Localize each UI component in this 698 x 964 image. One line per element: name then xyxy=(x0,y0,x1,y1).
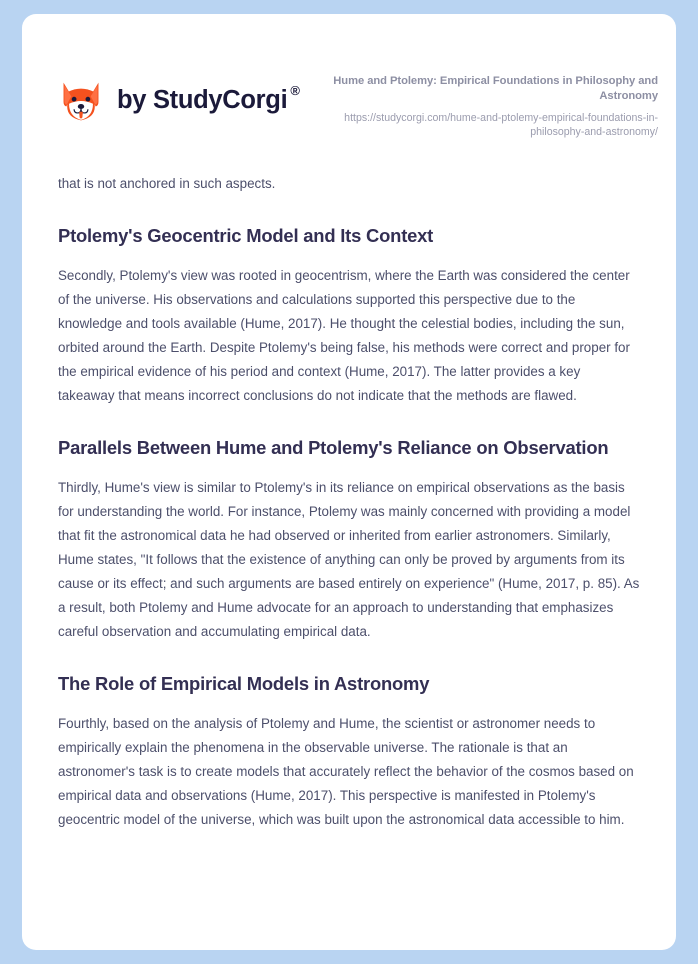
header-meta xyxy=(306,72,658,139)
intro-fragment: that is not anchored in such aspects. xyxy=(58,176,276,192)
article-body xyxy=(22,172,676,832)
section-paragraph-2: Thirdly, Hume's view is similar to Ptolemy's in its reliance on empirical observations as the basis for understanding the world. For instance, Ptolemy was mainly concerned with providing a model that fit the astronomical data he had observed or inherited from earlier astronomers. Similarly, Hume states, "It follows that the existence of anything can only be proved by arguments from its cause or its effect; and such arguments are based entirely on experience" (Hume, 2017, p. 85). As a result, both Ptolemy and Hume advocate for an approach to understanding that emphasizes careful observation and accumulating empirical data. xyxy=(58,480,640,640)
brand-wordmark xyxy=(117,83,300,115)
section-heading-1: Ptolemy's Geocentric Model and Its Context xyxy=(58,225,434,247)
document-page xyxy=(22,14,676,950)
studycorgi-brand[interactable] xyxy=(58,72,300,124)
brand-wordmark-text: by StudyCorgi xyxy=(117,86,288,115)
document-source-url[interactable]: https://studycorgi.com/hume-and-ptolemy-empirical-foundations-in-philosophy-and-astronomy/ xyxy=(344,111,658,138)
document-title: Hume and Ptolemy: Empirical Foundations in Philosophy and Astronomy xyxy=(333,75,658,102)
section-paragraph-3: Fourthly, based on the analysis of Ptolemy and Hume, the scientist or astronomer needs to empirically explain the phenomena in the observable universe. The rationale is that an astronomer's task is to create models that accurately reflect the behavior of the cosmos based on empirical data and observations (Hume, 2017). This perspective is manifested in Ptolemy's geocentric model of the universe, which was built upon the astronomical data accessible to him. xyxy=(58,716,634,828)
document-header xyxy=(22,14,676,139)
section-heading-3: The Role of Empirical Models in Astronomy xyxy=(58,673,430,695)
corgi-head-icon xyxy=(58,78,104,124)
section-paragraph-1: Secondly, Ptolemy's view was rooted in geocentrism, where the Earth was considered the center of the universe. His observations and calculations supported this perspective due to the knowledge and tools available (Hume, 2017). He thought the celestial bodies, including the sun, orbited around the Earth. Despite Ptolemy's being false, his methods were correct and proper for the empirical evidence of his period and context (Hume, 2017). The latter provides a key takeaway that means incorrect conclusions do not indicate that the methods are flawed. xyxy=(58,268,630,404)
registered-trademark-icon: ® xyxy=(290,83,300,99)
section-heading-2: Parallels Between Hume and Ptolemy's Reliance on Observation xyxy=(58,437,609,459)
